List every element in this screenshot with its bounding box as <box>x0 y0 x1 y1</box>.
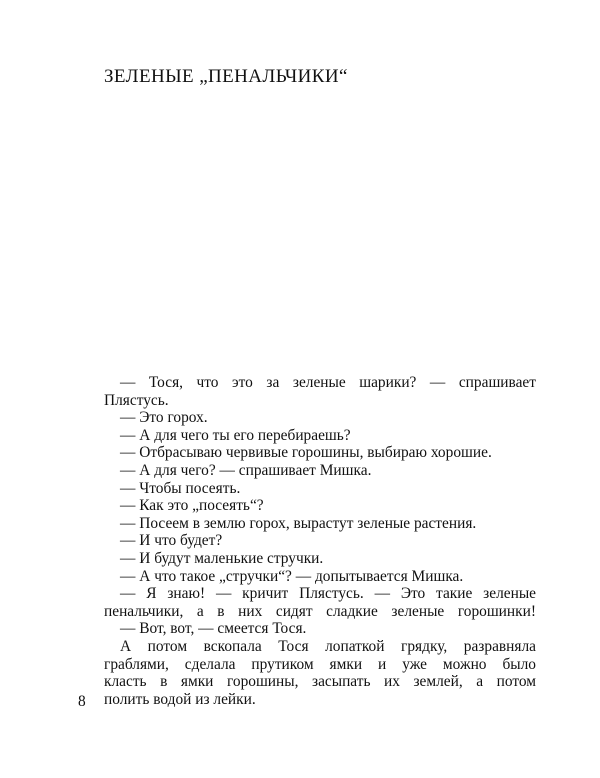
text-line: — А для чего ты его перебираешь? <box>120 426 351 444</box>
text-line: — Как это „посеять“? <box>120 497 264 515</box>
text-line: — А для чего? — спрашивает Мишка. <box>120 461 372 479</box>
text-line: Плястусь. <box>104 391 169 409</box>
text-line: — Посеем в землю горох, вырастут зеленые растения. <box>120 514 477 532</box>
text-line: — Отбрасываю червивые горошины, выбираю хорошие. <box>120 444 492 462</box>
text-line: — Я знаю! — кричит Плястусь. — Это такие зеленые <box>120 585 536 603</box>
text-line: — Вот, вот, — смеется Тося. <box>120 620 307 638</box>
text-line: — Чтобы посеять. <box>120 479 241 497</box>
text-line: — И что будет? <box>120 532 223 550</box>
text-line: — Это горох. <box>120 409 208 427</box>
body-text <box>104 374 536 708</box>
text-line: пенальчики, а в них сидят сладкие зеленые горошинки! <box>104 602 536 620</box>
page-number: 8 <box>78 693 86 710</box>
text-line: класть в ямки горошины, засыпать их землей, а потом <box>104 673 536 691</box>
text-line: А потом вскопала Тося лопаткой грядку, разравняла <box>120 637 536 655</box>
text-line: — И будут маленькие стручки. <box>120 549 324 567</box>
text-line: — Тося, что это за зеленые шарики? — спрашивает <box>120 374 536 391</box>
text-line: граблями, сделала прутиком ямки и уже можно было <box>104 655 536 673</box>
text-line: полить водой из лейки. <box>104 690 256 708</box>
chapter-title: ЗЕЛЕНЫЕ „ПЕНАЛЬЧИКИ“ <box>104 66 348 87</box>
text-line: — А что такое „стручки“? — допытывается Мишка. <box>120 567 464 585</box>
